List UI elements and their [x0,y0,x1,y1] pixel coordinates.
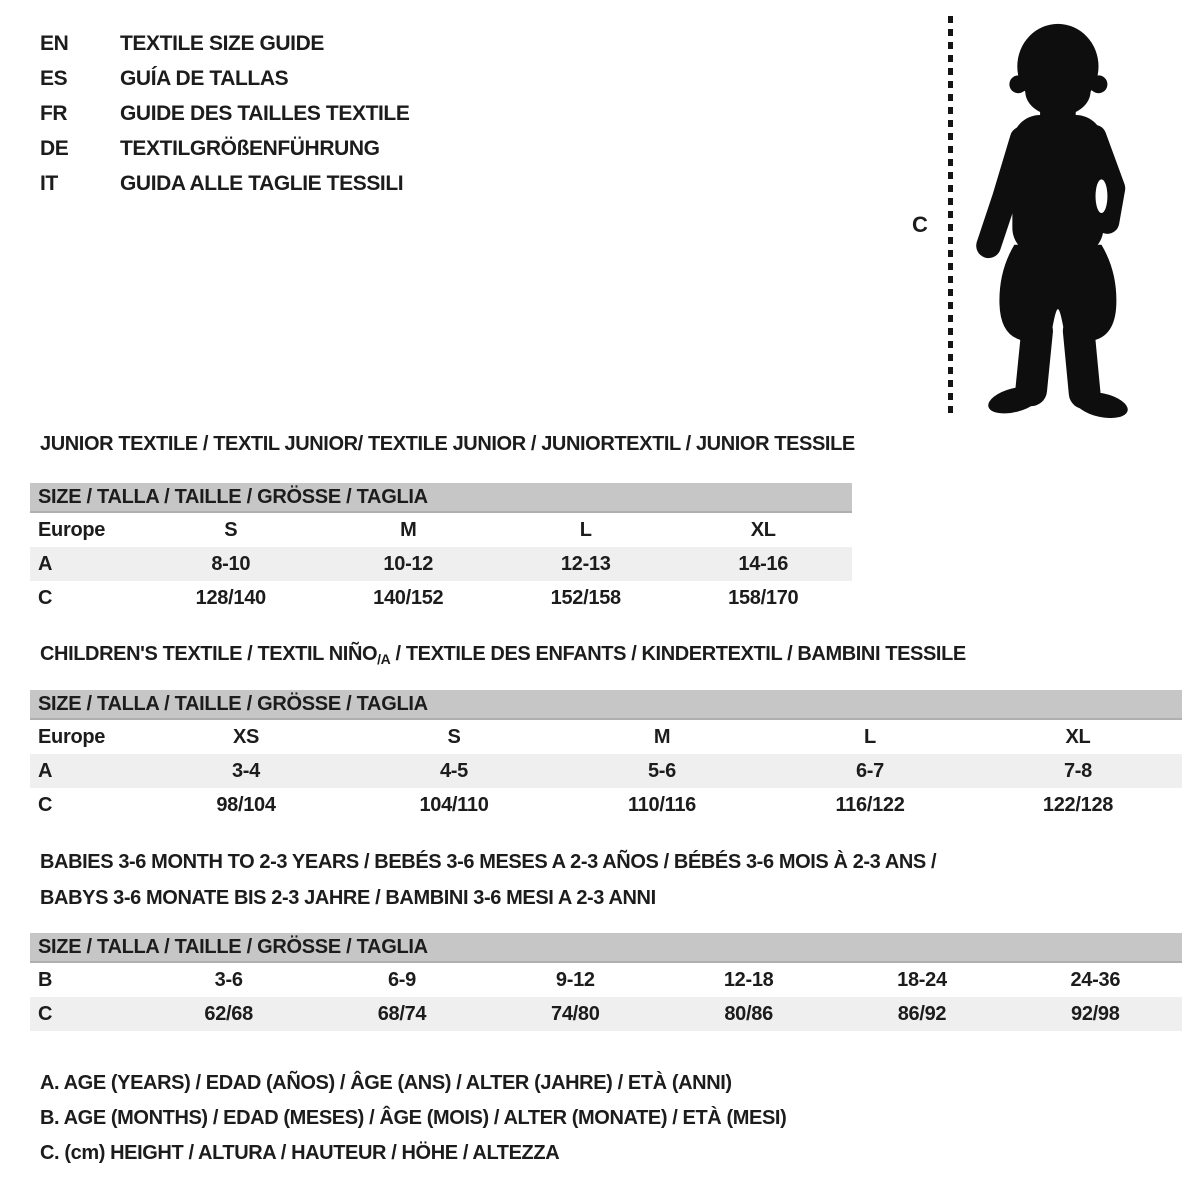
table-header-row [30,690,1182,719]
size-cell: 68/74 [377,1002,427,1025]
size-cell: 24-36 [1070,968,1121,991]
size-cell: L [579,518,592,541]
table-row [30,754,1182,788]
size-cell: 12-13 [560,552,611,575]
table-row [30,997,1182,1031]
language-code: FR [40,101,68,125]
size-cell: 9-12 [555,968,595,991]
children-section-title [40,643,966,667]
size-cell: L [864,725,876,748]
language-title: TEXTILGRÖßENFÜHRUNG [120,136,380,160]
language-code: DE [40,136,69,160]
children-title-pre: CHILDREN'S TEXTILE / TEXTIL NIÑO [40,643,378,665]
language-row-de [40,131,409,166]
size-header-cell: SIZE / TALLA / TAILLE / GRÖSSE / TAGLIA [30,483,852,512]
language-row-en [40,26,409,61]
language-title-list [40,26,409,201]
size-cell: 6-9 [387,968,416,991]
table-row [30,962,1182,997]
size-cell: 5-6 [647,759,676,782]
size-cell: M [653,725,671,748]
junior-size-table [30,483,852,615]
size-cell: 62/68 [204,1002,253,1025]
size-cell: 3-6 [214,968,243,991]
size-cell: XL [750,518,776,541]
size-cell: 98/104 [216,793,276,816]
size-cell: 18-24 [897,968,947,991]
table-row [30,581,852,615]
row-label: B [38,968,53,991]
row-label: Europe [38,725,106,748]
row-label: Europe [38,518,106,541]
size-cell: 140/152 [373,586,444,609]
size-cell: 116/122 [835,793,905,816]
size-cell: 80/86 [724,1002,773,1025]
legend-line-c: C. (cm) HEIGHT / ALTURA / HAUTEUR / HÖHE / ALTEZZA [40,1142,560,1164]
row-label: A [38,759,53,782]
size-cell: S [224,518,238,541]
language-code: ES [40,66,68,90]
table-header-row [30,933,1182,962]
toddler-silhouette-icon [957,12,1139,418]
language-code: IT [40,171,58,195]
size-cell: 122/128 [1042,793,1114,816]
size-cell: XL [1065,725,1091,748]
legend-line-b: B. AGE (MONTHS) / EDAD (MESES) / ÂGE (MOIS) / ALTER (MONATE) / ETÀ (MESI) [40,1107,787,1129]
size-cell: 104/110 [419,793,489,816]
language-row-es [40,61,409,96]
row-label: C [38,1002,53,1025]
table-row [30,719,1182,754]
size-cell: 128/140 [195,586,266,609]
size-cell: 6-7 [855,759,884,782]
size-cell: 158/170 [728,586,799,609]
table-row [30,512,852,547]
table-row [30,547,852,581]
language-title: GUIDA ALLE TAGLIE TESSILI [120,171,404,195]
size-cell: 86/92 [897,1002,947,1025]
babies-section-title-line1: BABIES 3-6 MONTH TO 2-3 YEARS / BEBÉS 3-6 MESES A 2-3 AÑOS / BÉBÉS 3-6 MOIS À 2-3 ANS / [40,851,937,873]
size-cell: 74/80 [551,1002,600,1025]
table-header-row [30,483,852,512]
size-cell: M [400,518,417,541]
size-cell: 7-8 [1063,759,1092,782]
size-header-cell: SIZE / TALLA / TAILLE / GRÖSSE / TAGLIA [30,933,1182,962]
babies-section-title-line2: BABYS 3-6 MONATE BIS 2-3 JAHRE / BAMBINI 3-6 MESI A 2-3 ANNI [40,887,656,909]
measurement-legend [40,1066,786,1171]
legend-line-a: A. AGE (YEARS) / EDAD (AÑOS) / ÂGE (ANS) / ALTER (JAHRE) / ETÀ (ANNI) [40,1072,732,1094]
size-cell: 3-4 [231,759,260,782]
size-cell: 152/158 [550,586,621,609]
language-title: GUIDE DES TAILLES TEXTILE [120,101,410,125]
junior-section-title: JUNIOR TEXTILE / TEXTIL JUNIOR/ TEXTILE JUNIOR / JUNIORTEXTIL / JUNIOR TESSILE [40,433,855,455]
children-title-sub: /A [377,651,391,667]
babies-size-table [30,933,1182,1031]
language-title: TEXTILE SIZE GUIDE [120,31,324,55]
size-cell: S [447,725,461,748]
size-cell: XS [232,725,260,748]
size-header-cell: SIZE / TALLA / TAILLE / GRÖSSE / TAGLIA [30,690,1182,719]
row-label: C [38,586,53,609]
height-measure-label: C [912,212,928,237]
table-row [30,788,1182,822]
language-row-fr [40,96,409,131]
height-measure-line [948,16,953,414]
size-cell: 12-18 [723,968,774,991]
language-code: EN [40,31,69,55]
size-cell: 10-12 [383,552,434,575]
row-label: A [38,552,53,575]
size-cell: 4-5 [439,759,468,782]
language-row-it [40,166,409,201]
language-title: GUÍA DE TALLAS [120,66,289,90]
row-label: C [38,793,53,816]
children-size-table [30,690,1182,822]
size-cell: 8-10 [211,552,251,575]
size-cell: 92/98 [1071,1002,1120,1025]
children-title-post: / TEXTILE DES ENFANTS / KINDERTEXTIL / BAMBINI TESSILE [390,643,966,665]
size-cell: 14-16 [738,552,789,575]
size-cell: 110/116 [628,793,696,816]
